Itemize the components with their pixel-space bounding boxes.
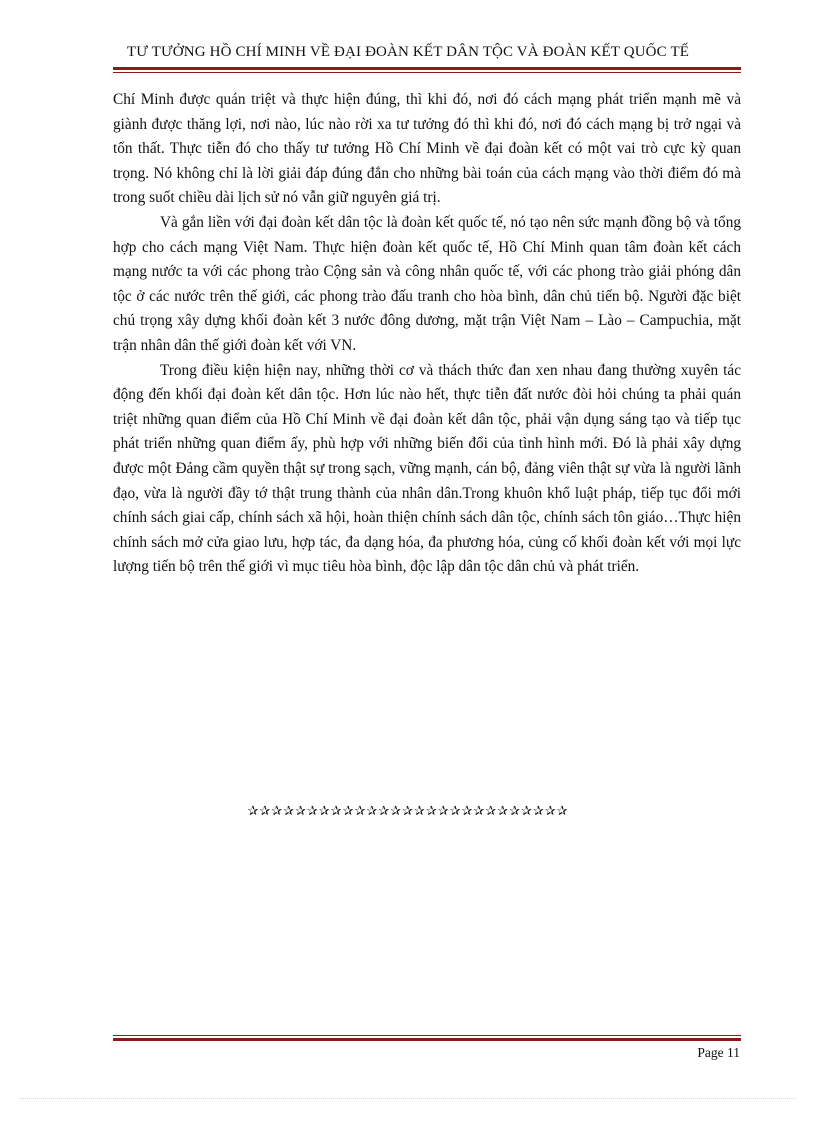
- page-header-title: TƯ TƯỞNG HỒ CHÍ MINH VỀ ĐẠI ĐOÀN KẾT DÂN TỘC VÀ ĐOÀN KẾT QUỐC TẾ: [126, 44, 690, 60]
- header-rule-thick: [113, 67, 741, 70]
- page-edge-divider: [20, 1098, 796, 1099]
- footer-rule: [113, 1035, 741, 1043]
- body-paragraph-1: Chí Minh được quán triệt và thực hiện đúng, thì khi đó, nơi đó cách mạng phát triển mạnh mẽ và giành được thăng lợi, nơi nào, lúc nào rời xa tư tưởng đó thì khi đó, nơi đó cách mạng bị trở ngại và tổn thất. Thực tiễn đó cho thấy tư tưởng Hồ Chí Minh về đại đoàn kết có một vai trò cực kỳ quan trọng. Nó không chỉ là lời giải đáp đúng đắn cho những bài toán của cách mạng vào thời điểm đó mà trong suốt chiều dài lịch sử nó vẫn giữ nguyên giá trị.: [113, 91, 741, 207]
- header-rule-thin: [113, 72, 741, 73]
- document-body: [113, 88, 741, 580]
- page-number: Page 11: [697, 1045, 740, 1060]
- footer-rule-thin: [113, 1035, 741, 1036]
- body-paragraph-2: Và gắn liền với đại đoàn kết dân tộc là đoàn kết quốc tế, nó tạo nên sức mạnh đồng bộ và tổng hợp cho cách mạng Việt Nam. Thực hiện đoàn kết quốc tế, Hồ Chí Minh quan tâm đoàn kết cách mạng nước ta với các phong trào Cộng sản và công nhân quốc tế, với các phong trào giải phóng dân tộc ở các nước trên thế giới, các phong trào đấu tranh cho hòa bình, dân chủ tiến bộ. Người đặc biệt chú trọng xây dựng khối đoàn kết 3 nước đông dương, mặt trận Việt Nam – Lào – Campuchia, mặt trận nhân dân thế giới đoàn kết với VN.: [113, 213, 741, 354]
- header-rule: [113, 67, 741, 75]
- star-separator: ✰✰✰✰✰✰✰✰✰✰✰✰✰✰✰✰✰✰✰✰✰✰✰✰✰✰✰: [247, 804, 569, 819]
- footer-rule-thick: [113, 1038, 741, 1041]
- body-paragraph-3: Trong điều kiện hiện nay, những thời cơ và thách thức đan xen nhau đang thường xuyên tác động đến khối đại đoàn kết dân tộc. Hơn lúc nào hết, thực tiễn đất nước đòi hỏi chúng ta phải quán triệt những quan điểm của Hồ Chí Minh về đại đoàn kết dân tộc, phải vận dụng sáng tạo và tiếp tục phát triển những quan điểm ấy, phù hợp với những biến đổi của tình hình mới. Đó là phải xây dựng được một Đảng cầm quyền thật sự trong sạch, vững mạnh, cán bộ, đảng viên thật sự vừa là người lãnh đạo, vừa là người đầy tớ thật trung thành của nhân dân.Trong khuôn khổ luật pháp, tiếp tục đổi mới chính sách giai cấp, chính sách xã hội, hoàn thiện chính sách dân tộc, chính sách tôn giáo…Thực hiện chính sách mở cửa giao lưu, hợp tác, đa dạng hóa, đa phương hóa, củng cố khối đoàn kết với mọi lực lượng tiến bộ trên thế giới vì mục tiêu hòa bình, độc lập dân tộc dân chủ và phát triển.: [113, 361, 741, 576]
